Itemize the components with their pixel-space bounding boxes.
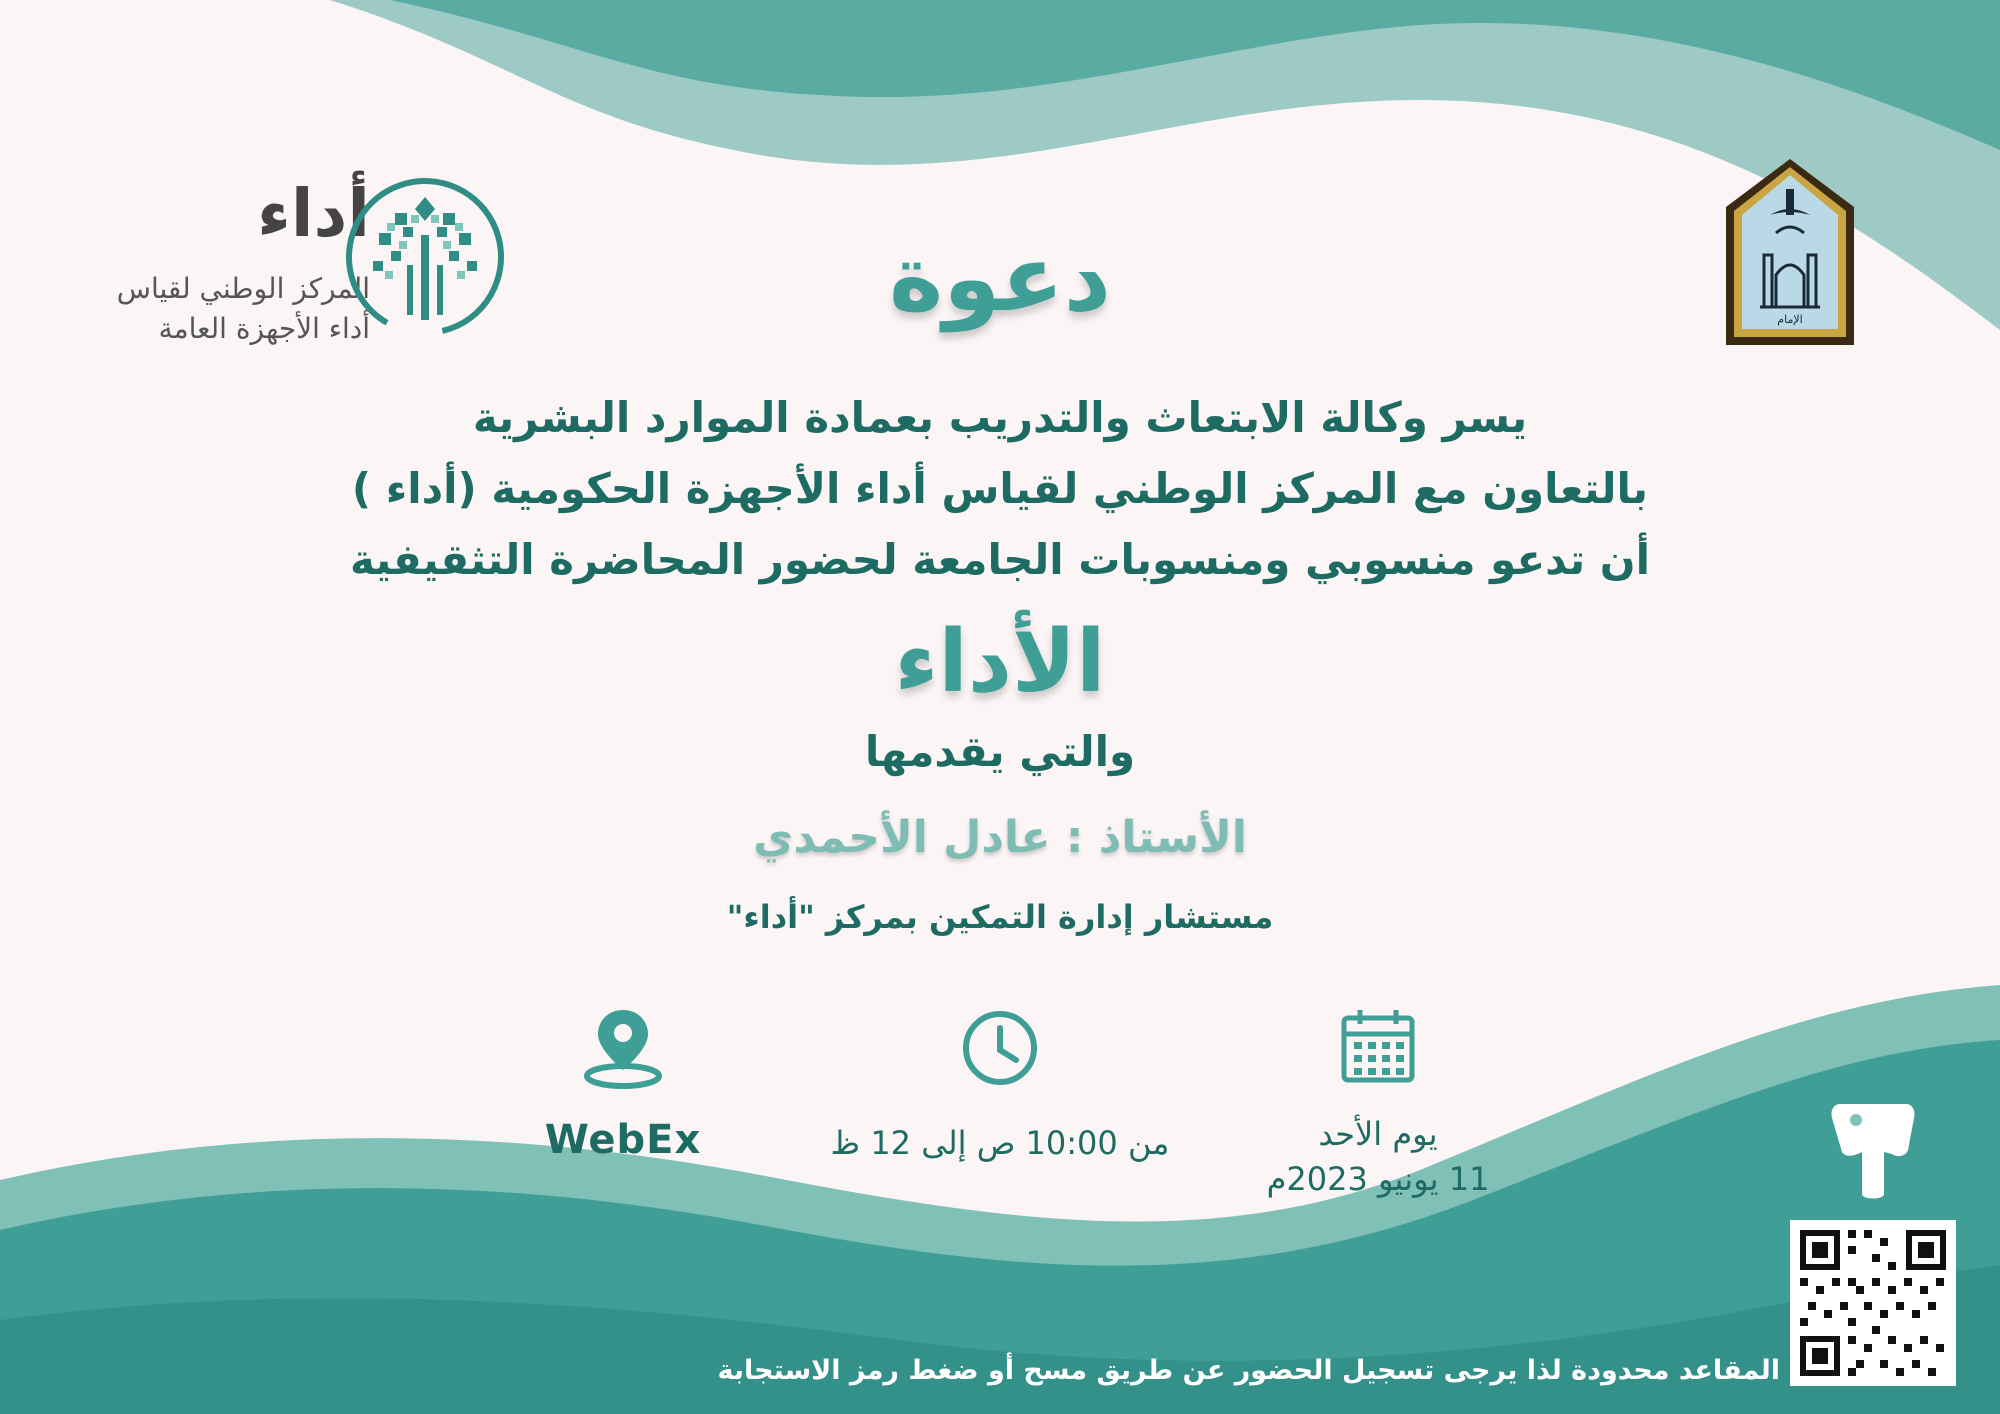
body-line-3: أن تدعو منسوبي ومنسوبات الجامعة لحضور المحاضرة التثقيفية bbox=[349, 535, 1651, 584]
university-emblem-text: الإمام bbox=[1777, 313, 1803, 326]
qr-code-icon[interactable] bbox=[1790, 1220, 1956, 1386]
presented-by-text: والتي يقدمها bbox=[864, 727, 1136, 776]
map-pin-icon bbox=[582, 1004, 664, 1090]
adaa-logo-name: أداء bbox=[257, 175, 370, 252]
date-full: 11 يونيو 2023م bbox=[1266, 1160, 1490, 1198]
adaa-logo-subtitle-2: أداء الأجهزة العامة bbox=[158, 312, 370, 345]
time-range: من 10:00 ص إلى 12 ظ bbox=[830, 1124, 1170, 1162]
pointing-hand-icon bbox=[1828, 1098, 1918, 1202]
date-day: يوم الأحد bbox=[1318, 1115, 1438, 1153]
clock-icon bbox=[960, 1008, 1040, 1088]
location-text: WebEx bbox=[544, 1117, 702, 1163]
speaker-name: الأستاذ : عادل الأحمدي bbox=[753, 812, 1247, 863]
calendar-icon bbox=[1338, 1006, 1418, 1086]
adaa-logo-subtitle-1: المركز الوطني لقياس bbox=[116, 272, 370, 305]
body-line-2: بالتعاون مع المركز الوطني لقياس أداء الأجهزة الحكومية (أداء ) bbox=[351, 464, 1649, 513]
speaker-role: مستشار إدارة التمكين بمركز "أداء" bbox=[726, 898, 1274, 936]
body-line-1: يسر وكالة الابتعاث والتدريب بعمادة الموارد البشرية bbox=[472, 393, 1528, 442]
registration-note: المقاعد محدودة لذا يرجى تسجيل الحضور عن طريق مسح أو ضغط رمز الاستجابة bbox=[717, 1355, 1780, 1386]
page-title: دعوة bbox=[888, 225, 1112, 332]
lecture-title: الأداء bbox=[894, 612, 1106, 712]
